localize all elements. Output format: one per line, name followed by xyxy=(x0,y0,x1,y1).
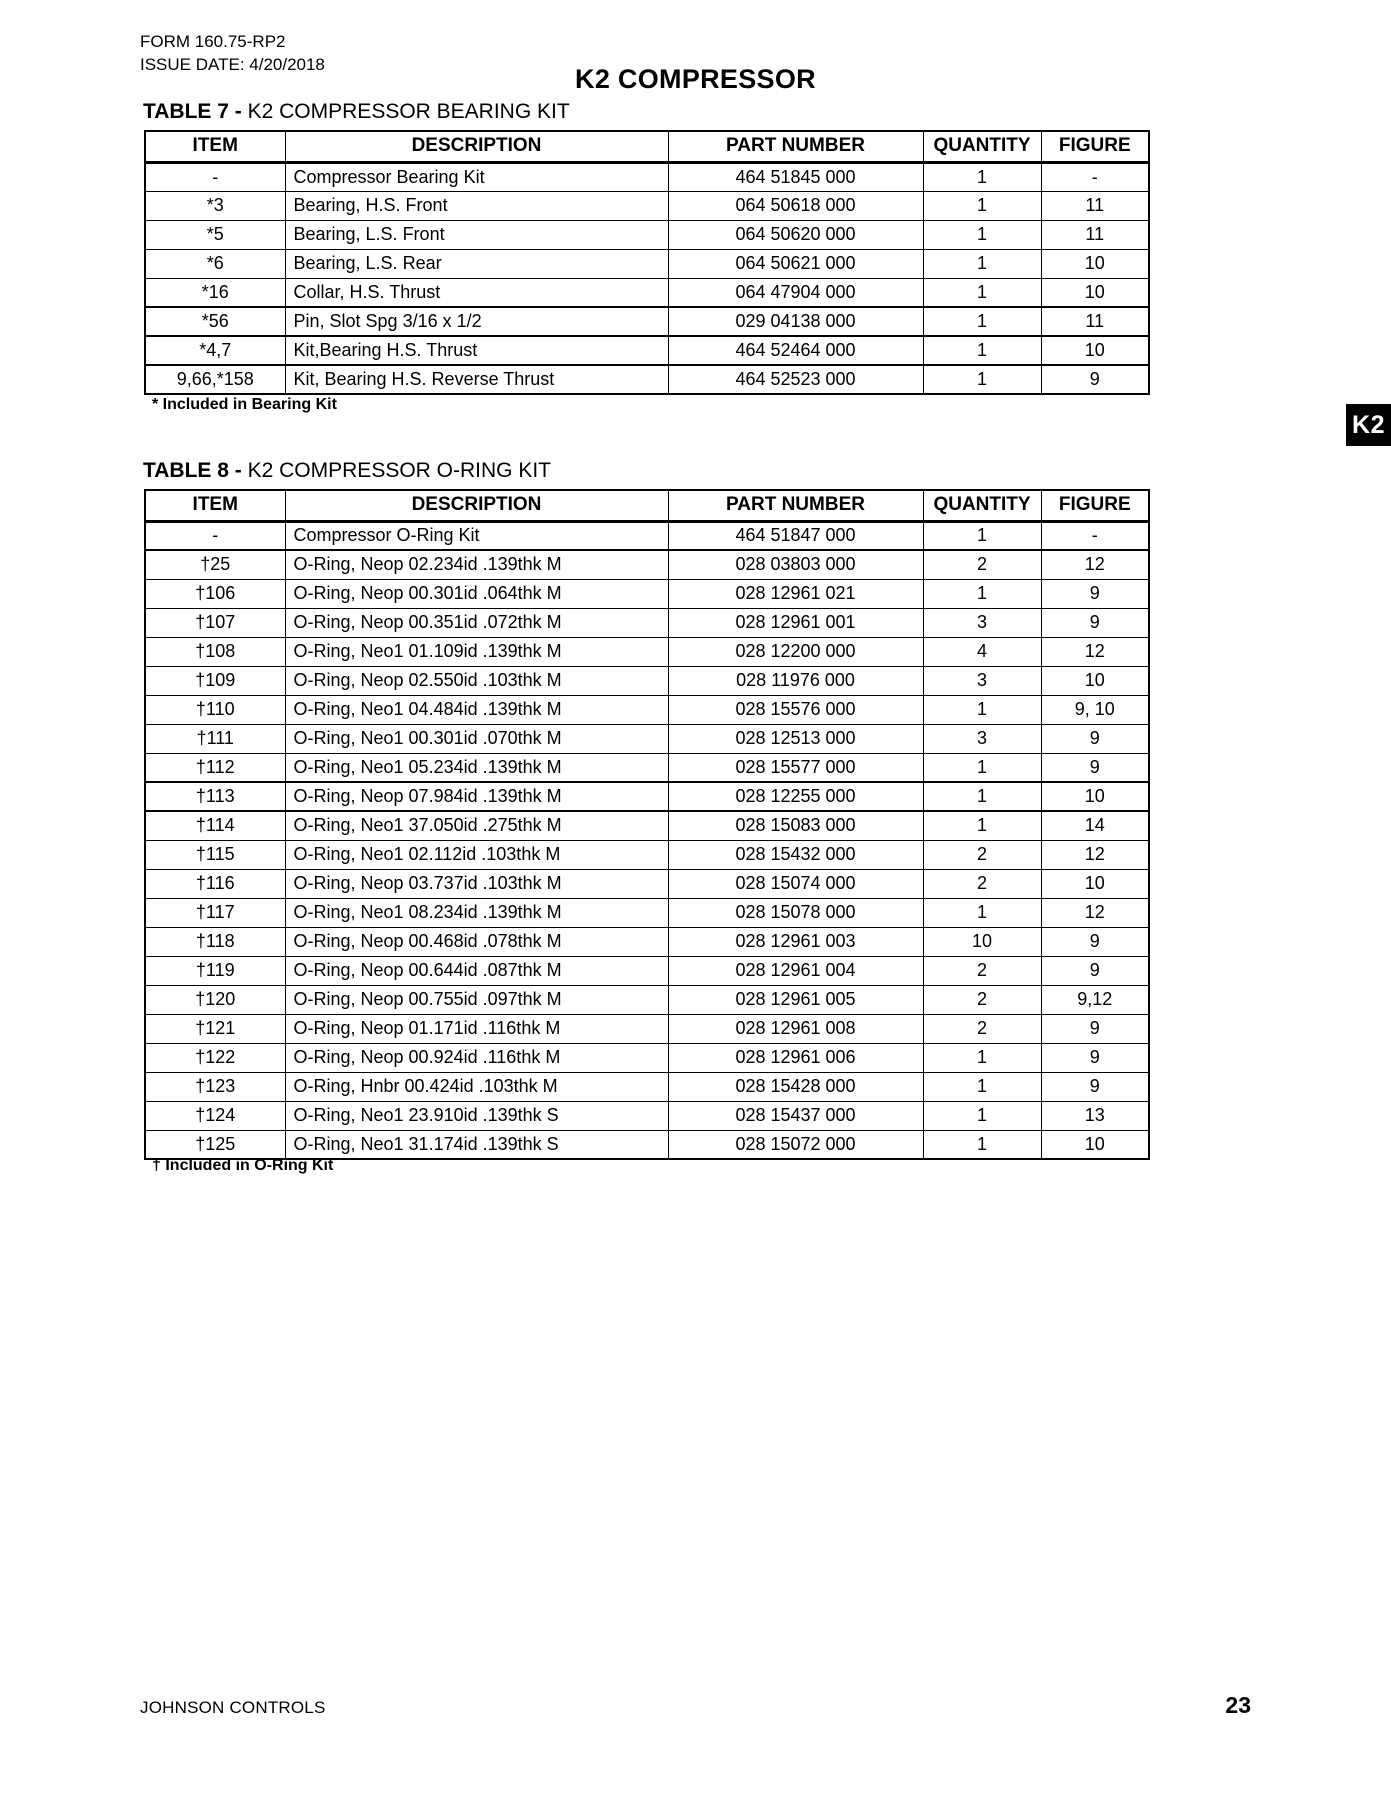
cell-part-number: 028 12513 000 xyxy=(668,724,923,753)
cell-figure: 9 xyxy=(1041,1014,1149,1043)
cell-part-number: 028 15576 000 xyxy=(668,695,923,724)
cell-description: Pin, Slot Spg 3/16 x 1/2 xyxy=(285,307,668,336)
cell-figure: 11 xyxy=(1041,191,1149,220)
cell-part-number: 064 50620 000 xyxy=(668,220,923,249)
table-row xyxy=(145,550,1149,579)
cell-figure: 13 xyxy=(1041,1101,1149,1130)
table-row xyxy=(145,307,1149,336)
cell-part-number: 029 04138 000 xyxy=(668,307,923,336)
cell-part-number: 464 51847 000 xyxy=(668,521,923,550)
cell-quantity: 1 xyxy=(923,1130,1041,1159)
cell-item: *3 xyxy=(145,191,285,220)
table-row xyxy=(145,985,1149,1014)
cell-figure: 12 xyxy=(1041,637,1149,666)
cell-item: †119 xyxy=(145,956,285,985)
cell-quantity: 1 xyxy=(923,191,1041,220)
cell-part-number: 028 11976 000 xyxy=(668,666,923,695)
cell-part-number: 028 15078 000 xyxy=(668,898,923,927)
table-row xyxy=(145,724,1149,753)
table7-body xyxy=(145,162,1149,394)
table8-header-part-number: PART NUMBER xyxy=(668,490,923,521)
table-row xyxy=(145,753,1149,782)
table7-header-quantity: QUANTITY xyxy=(923,131,1041,162)
cell-item: †113 xyxy=(145,782,285,811)
cell-quantity: 1 xyxy=(923,1101,1041,1130)
cell-figure: 9 xyxy=(1041,608,1149,637)
cell-quantity: 1 xyxy=(923,695,1041,724)
cell-description: O-Ring, Neo1 00.301id .070thk M xyxy=(285,724,668,753)
cell-figure: 9 xyxy=(1041,579,1149,608)
table7-header-description: DESCRIPTION xyxy=(285,131,668,162)
table-row xyxy=(145,278,1149,307)
cell-item: †120 xyxy=(145,985,285,1014)
table7-caption xyxy=(143,100,570,124)
cell-part-number: 064 50618 000 xyxy=(668,191,923,220)
cell-quantity: 1 xyxy=(923,521,1041,550)
cell-description: Bearing, L.S. Rear xyxy=(285,249,668,278)
cell-quantity: 2 xyxy=(923,550,1041,579)
cell-item: *6 xyxy=(145,249,285,278)
cell-part-number: 064 50621 000 xyxy=(668,249,923,278)
cell-figure: 9,12 xyxy=(1041,985,1149,1014)
cell-figure: 9 xyxy=(1041,753,1149,782)
cell-quantity: 1 xyxy=(923,898,1041,927)
cell-figure: 9 xyxy=(1041,724,1149,753)
cell-item: †124 xyxy=(145,1101,285,1130)
cell-figure: 10 xyxy=(1041,278,1149,307)
cell-figure: 11 xyxy=(1041,220,1149,249)
cell-figure: 12 xyxy=(1041,550,1149,579)
cell-description: Collar, H.S. Thrust xyxy=(285,278,668,307)
cell-item: *56 xyxy=(145,307,285,336)
cell-description: O-Ring, Neop 00.468id .078thk M xyxy=(285,927,668,956)
table-row xyxy=(145,869,1149,898)
cell-part-number: 028 12255 000 xyxy=(668,782,923,811)
table7-header-row xyxy=(145,131,1149,162)
table8-header-figure: FIGURE xyxy=(1041,490,1149,521)
cell-description: O-Ring, Neop 00.755id .097thk M xyxy=(285,985,668,1014)
cell-figure: 9, 10 xyxy=(1041,695,1149,724)
cell-quantity: 2 xyxy=(923,1014,1041,1043)
table-row xyxy=(145,695,1149,724)
cell-figure: 10 xyxy=(1041,782,1149,811)
cell-description: O-Ring, Neo1 04.484id .139thk M xyxy=(285,695,668,724)
cell-description: Compressor Bearing Kit xyxy=(285,162,668,191)
cell-part-number: 464 52523 000 xyxy=(668,365,923,394)
table7-header-item: ITEM xyxy=(145,131,285,162)
cell-part-number: 464 52464 000 xyxy=(668,336,923,365)
cell-quantity: 2 xyxy=(923,840,1041,869)
cell-description: O-Ring, Neop 00.301id .064thk M xyxy=(285,579,668,608)
cell-description: O-Ring, Neo1 23.910id .139thk S xyxy=(285,1101,668,1130)
cell-item: †25 xyxy=(145,550,285,579)
cell-item: *4,7 xyxy=(145,336,285,365)
cell-quantity: 3 xyxy=(923,724,1041,753)
form-number: FORM 160.75-RP2 xyxy=(140,32,286,51)
issue-date: ISSUE DATE: 4/20/2018 xyxy=(140,55,325,74)
cell-description: Kit,Bearing H.S. Thrust xyxy=(285,336,668,365)
cell-figure: 9 xyxy=(1041,1043,1149,1072)
page-title: K2 COMPRESSOR xyxy=(575,64,816,94)
cell-description: O-Ring, Neo1 05.234id .139thk M xyxy=(285,753,668,782)
cell-description: Bearing, L.S. Front xyxy=(285,220,668,249)
table-row xyxy=(145,191,1149,220)
table-row xyxy=(145,1101,1149,1130)
cell-part-number: 028 15074 000 xyxy=(668,869,923,898)
cell-quantity: 2 xyxy=(923,985,1041,1014)
footer-company: JOHNSON CONTROLS xyxy=(140,1698,326,1717)
cell-quantity: 1 xyxy=(923,811,1041,840)
cell-part-number: 028 15083 000 xyxy=(668,811,923,840)
cell-item: †109 xyxy=(145,666,285,695)
cell-figure: 9 xyxy=(1041,365,1149,394)
cell-description: Compressor O-Ring Kit xyxy=(285,521,668,550)
cell-part-number: 028 03803 000 xyxy=(668,550,923,579)
cell-figure: 9 xyxy=(1041,956,1149,985)
cell-quantity: 3 xyxy=(923,608,1041,637)
cell-figure: - xyxy=(1041,162,1149,191)
cell-item: - xyxy=(145,162,285,191)
table8-caption xyxy=(143,459,551,483)
cell-description: O-Ring, Neop 02.234id .139thk M xyxy=(285,550,668,579)
cell-quantity: 1 xyxy=(923,753,1041,782)
cell-item: †112 xyxy=(145,753,285,782)
cell-item: - xyxy=(145,521,285,550)
table8-caption-label: TABLE 8 - xyxy=(143,459,248,482)
table-row xyxy=(145,521,1149,550)
table7-footnote: * Included in Bearing Kit xyxy=(152,396,337,413)
cell-quantity: 1 xyxy=(923,782,1041,811)
cell-figure: 11 xyxy=(1041,307,1149,336)
cell-part-number: 028 15072 000 xyxy=(668,1130,923,1159)
cell-part-number: 028 15432 000 xyxy=(668,840,923,869)
cell-figure: 14 xyxy=(1041,811,1149,840)
cell-description: O-Ring, Neop 03.737id .103thk M xyxy=(285,869,668,898)
cell-part-number: 028 12200 000 xyxy=(668,637,923,666)
table8-header-row xyxy=(145,490,1149,521)
table-row xyxy=(145,579,1149,608)
cell-quantity: 1 xyxy=(923,307,1041,336)
cell-description: O-Ring, Neop 00.351id .072thk M xyxy=(285,608,668,637)
cell-description: O-Ring, Neop 02.550id .103thk M xyxy=(285,666,668,695)
cell-description: Bearing, H.S. Front xyxy=(285,191,668,220)
cell-part-number: 064 47904 000 xyxy=(668,278,923,307)
cell-part-number: 028 12961 005 xyxy=(668,985,923,1014)
cell-quantity: 3 xyxy=(923,666,1041,695)
cell-item: †123 xyxy=(145,1072,285,1101)
table-row xyxy=(145,1043,1149,1072)
table-row xyxy=(145,220,1149,249)
cell-part-number: 028 12961 006 xyxy=(668,1043,923,1072)
cell-quantity: 1 xyxy=(923,162,1041,191)
table8-footnote: † Included in O-Ring Kit xyxy=(152,1157,334,1174)
cell-description: O-Ring, Hnbr 00.424id .103thk M xyxy=(285,1072,668,1101)
cell-item: †110 xyxy=(145,695,285,724)
cell-description: Kit, Bearing H.S. Reverse Thrust xyxy=(285,365,668,394)
table-row xyxy=(145,840,1149,869)
table-row xyxy=(145,1014,1149,1043)
cell-quantity: 1 xyxy=(923,579,1041,608)
cell-figure: 9 xyxy=(1041,927,1149,956)
cell-item: †115 xyxy=(145,840,285,869)
cell-item: *16 xyxy=(145,278,285,307)
table-row xyxy=(145,365,1149,394)
table-row xyxy=(145,608,1149,637)
cell-quantity: 1 xyxy=(923,365,1041,394)
table7-caption-text: K2 COMPRESSOR BEARING KIT xyxy=(247,100,570,123)
cell-description: O-Ring, Neo1 08.234id .139thk M xyxy=(285,898,668,927)
cell-part-number: 028 15428 000 xyxy=(668,1072,923,1101)
cell-figure: 10 xyxy=(1041,1130,1149,1159)
cell-description: O-Ring, Neo1 01.109id .139thk M xyxy=(285,637,668,666)
cell-figure: 12 xyxy=(1041,898,1149,927)
cell-description: O-Ring, Neo1 31.174id .139thk S xyxy=(285,1130,668,1159)
cell-part-number: 028 12961 003 xyxy=(668,927,923,956)
cell-description: O-Ring, Neop 00.924id .116thk M xyxy=(285,1043,668,1072)
cell-figure: 10 xyxy=(1041,249,1149,278)
table7-caption-label: TABLE 7 - xyxy=(143,100,248,123)
table-row xyxy=(145,336,1149,365)
table-row xyxy=(145,927,1149,956)
cell-part-number: 028 12961 001 xyxy=(668,608,923,637)
cell-quantity: 1 xyxy=(923,278,1041,307)
cell-item: †118 xyxy=(145,927,285,956)
cell-item: †122 xyxy=(145,1043,285,1072)
cell-quantity: 1 xyxy=(923,1043,1041,1072)
cell-part-number: 028 12961 004 xyxy=(668,956,923,985)
cell-description: O-Ring, Neop 07.984id .139thk M xyxy=(285,782,668,811)
cell-description: O-Ring, Neop 01.171id .116thk M xyxy=(285,1014,668,1043)
cell-quantity: 1 xyxy=(923,220,1041,249)
cell-item: †114 xyxy=(145,811,285,840)
table-row xyxy=(145,249,1149,278)
cell-quantity: 1 xyxy=(923,336,1041,365)
section-tab-k2: K2 xyxy=(1346,404,1391,446)
cell-description: O-Ring, Neop 00.644id .087thk M xyxy=(285,956,668,985)
cell-figure: 10 xyxy=(1041,666,1149,695)
table-row xyxy=(145,1130,1149,1159)
cell-quantity: 10 xyxy=(923,927,1041,956)
cell-item: †106 xyxy=(145,579,285,608)
cell-part-number: 028 15437 000 xyxy=(668,1101,923,1130)
o-ring-kit-table xyxy=(144,489,1150,1160)
cell-part-number: 464 51845 000 xyxy=(668,162,923,191)
cell-item: †116 xyxy=(145,869,285,898)
cell-quantity: 1 xyxy=(923,1072,1041,1101)
cell-figure: 10 xyxy=(1041,336,1149,365)
table-row xyxy=(145,898,1149,927)
cell-item: †107 xyxy=(145,608,285,637)
cell-description: O-Ring, Neo1 02.112id .103thk M xyxy=(285,840,668,869)
footer-page-number: 23 xyxy=(1225,1692,1251,1718)
cell-quantity: 2 xyxy=(923,869,1041,898)
table7-header-figure: FIGURE xyxy=(1041,131,1149,162)
table-row xyxy=(145,666,1149,695)
cell-quantity: 4 xyxy=(923,637,1041,666)
cell-item: †125 xyxy=(145,1130,285,1159)
cell-quantity: 1 xyxy=(923,249,1041,278)
cell-description: O-Ring, Neo1 37.050id .275thk M xyxy=(285,811,668,840)
cell-item: †121 xyxy=(145,1014,285,1043)
cell-item: †111 xyxy=(145,724,285,753)
table8-header-description: DESCRIPTION xyxy=(285,490,668,521)
cell-item: 9,66,*158 xyxy=(145,365,285,394)
cell-item: *5 xyxy=(145,220,285,249)
table-row xyxy=(145,637,1149,666)
cell-item: †108 xyxy=(145,637,285,666)
cell-part-number: 028 12961 008 xyxy=(668,1014,923,1043)
table-row xyxy=(145,782,1149,811)
cell-quantity: 2 xyxy=(923,956,1041,985)
table8-header-quantity: QUANTITY xyxy=(923,490,1041,521)
cell-item: †117 xyxy=(145,898,285,927)
cell-figure: 10 xyxy=(1041,869,1149,898)
table8-caption-text: K2 COMPRESSOR O-RING KIT xyxy=(247,459,551,482)
table8-header-item: ITEM xyxy=(145,490,285,521)
cell-part-number: 028 15577 000 xyxy=(668,753,923,782)
table-row xyxy=(145,162,1149,191)
table7-header-part-number: PART NUMBER xyxy=(668,131,923,162)
table-row xyxy=(145,1072,1149,1101)
table-row xyxy=(145,956,1149,985)
bearing-kit-table xyxy=(144,130,1150,395)
cell-figure: 9 xyxy=(1041,1072,1149,1101)
cell-figure: 12 xyxy=(1041,840,1149,869)
cell-figure: - xyxy=(1041,521,1149,550)
table-row xyxy=(145,811,1149,840)
table8-body xyxy=(145,521,1149,1159)
cell-part-number: 028 12961 021 xyxy=(668,579,923,608)
